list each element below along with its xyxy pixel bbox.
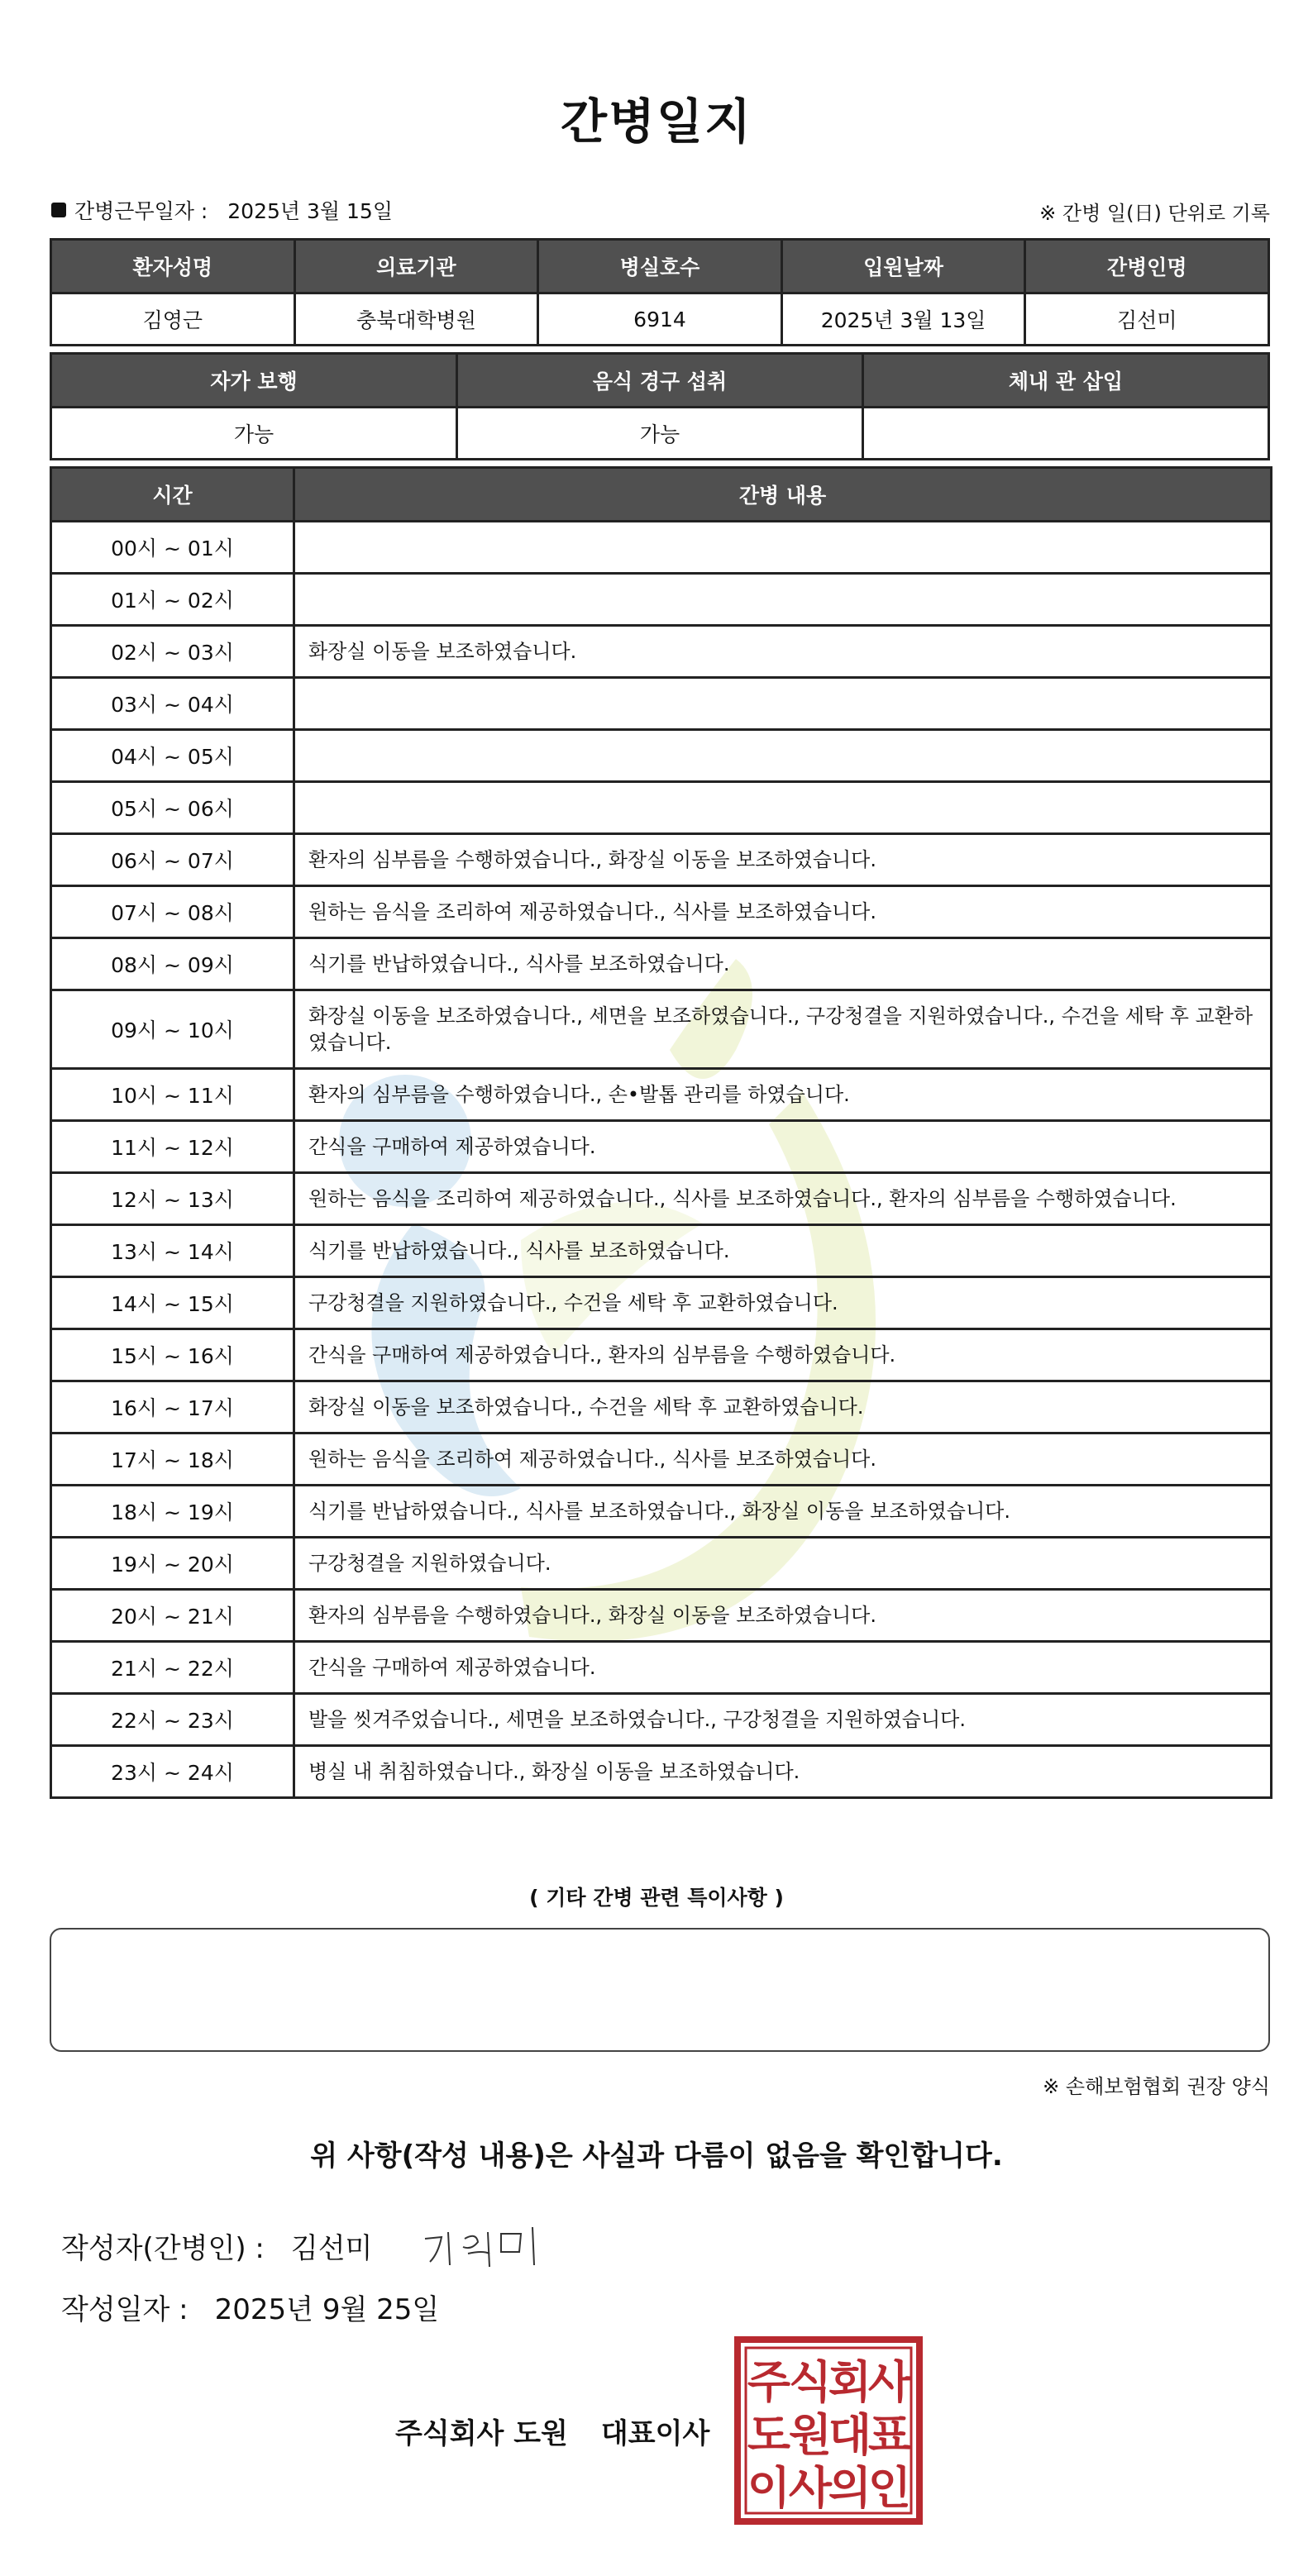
header-time: 시간 bbox=[51, 468, 294, 522]
header-patient-name: 환자성명 bbox=[51, 240, 295, 293]
log-row bbox=[51, 730, 1272, 782]
written-date-row bbox=[61, 2287, 439, 2327]
log-time: 10시 ~ 11시 bbox=[51, 1069, 294, 1121]
log-time: 13시 ~ 14시 bbox=[51, 1225, 294, 1277]
log-row bbox=[51, 1590, 1272, 1642]
header-care-content: 간병 내용 bbox=[294, 468, 1272, 522]
log-row bbox=[51, 886, 1272, 938]
patient-name: 김영근 bbox=[51, 293, 295, 346]
svg-text:표: 표 bbox=[867, 2409, 912, 2461]
log-content: 구강청결을 지원하였습니다., 수건을 세탁 후 교환하였습니다. bbox=[294, 1277, 1272, 1329]
log-time: 04시 ~ 05시 bbox=[51, 730, 294, 782]
tube-insertion-value bbox=[863, 408, 1269, 460]
log-content: 식기를 반납하였습니다., 식사를 보조하였습니다. bbox=[294, 938, 1272, 990]
work-date-value: 2025년 3월 15일 bbox=[227, 199, 393, 223]
log-time: 23시 ~ 24시 bbox=[51, 1746, 294, 1798]
log-row bbox=[51, 990, 1272, 1069]
log-row bbox=[51, 1642, 1272, 1694]
status-header-row bbox=[51, 354, 1269, 408]
confirm-statement: 위 사항(작성 내용)은 사실과 다름이 없음을 확인합니다. bbox=[310, 2140, 1003, 2173]
self-walking-value: 가능 bbox=[51, 408, 457, 460]
svg-text:사: 사 bbox=[867, 2356, 912, 2408]
log-time: 02시 ~ 03시 bbox=[51, 626, 294, 678]
log-time: 09시 ~ 10시 bbox=[51, 990, 294, 1069]
svg-text:주: 주 bbox=[747, 2356, 791, 2408]
bullet-square-icon bbox=[51, 203, 66, 217]
header-caregiver-name: 간병인명 bbox=[1025, 240, 1269, 293]
log-content: 화장실 이동을 보조하였습니다., 수건을 세탁 후 교환하였습니다. bbox=[294, 1381, 1272, 1433]
log-time: 07시 ~ 08시 bbox=[51, 886, 294, 938]
log-row bbox=[51, 1486, 1272, 1538]
log-time: 01시 ~ 02시 bbox=[51, 574, 294, 626]
log-time: 22시 ~ 23시 bbox=[51, 1694, 294, 1746]
log-time: 16시 ~ 17시 bbox=[51, 1381, 294, 1433]
log-content: 발을 씻겨주었습니다., 세면을 보조하였습니다., 구강청결을 지원하였습니다. bbox=[294, 1694, 1272, 1746]
log-row bbox=[51, 574, 1272, 626]
log-time: 19시 ~ 20시 bbox=[51, 1538, 294, 1590]
room-number: 6914 bbox=[538, 293, 782, 346]
log-content: 간식을 구매하여 제공하였습니다. bbox=[294, 1121, 1272, 1173]
hospital: 충북대학병원 bbox=[294, 293, 538, 346]
log-content: 식기를 반납하였습니다., 식사를 보조하였습니다. bbox=[294, 1225, 1272, 1277]
company-role: 대표이사 bbox=[600, 2417, 710, 2450]
company-seal-stamp bbox=[734, 2336, 923, 2525]
log-content: 병실 내 취침하였습니다., 화장실 이동을 보조하였습니다. bbox=[294, 1746, 1272, 1798]
svg-text:회: 회 bbox=[828, 2356, 872, 2408]
log-content bbox=[294, 782, 1272, 834]
oral-intake-value: 가능 bbox=[457, 408, 863, 460]
log-row bbox=[51, 1173, 1272, 1225]
log-content: 간식을 구매하여 제공하였습니다., 환자의 심부름을 수행하였습니다. bbox=[294, 1329, 1272, 1381]
header-hospital: 의료기관 bbox=[294, 240, 538, 293]
care-log-table bbox=[50, 466, 1272, 1799]
header-self-walking: 자가 보행 bbox=[51, 354, 457, 408]
log-time: 15시 ~ 16시 bbox=[51, 1329, 294, 1381]
company-line bbox=[395, 2411, 709, 2451]
patient-info-table bbox=[50, 238, 1270, 346]
log-row bbox=[51, 938, 1272, 990]
log-row bbox=[51, 1381, 1272, 1433]
header-tube-insertion: 체내 관 삽입 bbox=[863, 354, 1269, 408]
log-content: 환자의 심부름을 수행하였습니다., 화장실 이동을 보조하였습니다. bbox=[294, 1590, 1272, 1642]
log-content: 환자의 심부름을 수행하였습니다., 손•발톱 관리를 하였습니다. bbox=[294, 1069, 1272, 1121]
log-row bbox=[51, 1277, 1272, 1329]
log-row bbox=[51, 1746, 1272, 1798]
patient-status-table bbox=[50, 352, 1270, 460]
log-content: 화장실 이동을 보조하였습니다., 세면을 보조하였습니다., 구강청결을 지원하였습니다., 수건을 세탁 후 교환하였습니다. bbox=[294, 990, 1272, 1069]
svg-text:의: 의 bbox=[828, 2462, 872, 2514]
writer-label: 작성자(간병인) : bbox=[61, 2232, 265, 2265]
work-date-label: 간병근무일자 : bbox=[74, 199, 208, 223]
svg-text:도: 도 bbox=[747, 2409, 791, 2461]
status-value-row bbox=[51, 408, 1269, 460]
log-time: 20시 ~ 21시 bbox=[51, 1590, 294, 1642]
log-row bbox=[51, 1538, 1272, 1590]
log-row bbox=[51, 1694, 1272, 1746]
log-row bbox=[51, 626, 1272, 678]
log-time: 21시 ~ 22시 bbox=[51, 1642, 294, 1694]
work-date-row bbox=[51, 195, 393, 225]
log-time: 05시 ~ 06시 bbox=[51, 782, 294, 834]
svg-text:사: 사 bbox=[788, 2462, 833, 2514]
log-content: 원하는 음식을 조리하여 제공하였습니다., 식사를 보조하였습니다., 환자의 심부름을 수행하였습니다. bbox=[294, 1173, 1272, 1225]
log-row bbox=[51, 678, 1272, 730]
written-date-value: 2025년 9월 25일 bbox=[214, 2293, 440, 2326]
log-time: 00시 ~ 01시 bbox=[51, 522, 294, 574]
log-content: 간식을 구매하여 제공하였습니다. bbox=[294, 1642, 1272, 1694]
log-content bbox=[294, 730, 1272, 782]
patient-value-row bbox=[51, 293, 1269, 346]
log-row bbox=[51, 1069, 1272, 1121]
log-header-row bbox=[51, 468, 1272, 522]
log-row bbox=[51, 1329, 1272, 1381]
log-time: 14시 ~ 15시 bbox=[51, 1277, 294, 1329]
written-date-label: 작성일자 : bbox=[61, 2293, 189, 2326]
log-content bbox=[294, 522, 1272, 574]
svg-text:식: 식 bbox=[788, 2356, 833, 2408]
caregiver-name: 김선미 bbox=[1025, 293, 1269, 346]
company-name: 주식회사 도원 bbox=[395, 2417, 568, 2450]
log-content: 원하는 음식을 조리하여 제공하였습니다., 식사를 보조하였습니다. bbox=[294, 1433, 1272, 1486]
log-time: 03시 ~ 04시 bbox=[51, 678, 294, 730]
log-row bbox=[51, 522, 1272, 574]
recommend-note: ※ 손해보험협회 권장 양식 bbox=[1043, 2075, 1270, 2098]
header-oral-intake: 음식 경구 섭취 bbox=[457, 354, 863, 408]
log-content: 식기를 반납하였습니다., 식사를 보조하였습니다., 화장실 이동을 보조하였습니다. bbox=[294, 1486, 1272, 1538]
log-time: 06시 ~ 07시 bbox=[51, 834, 294, 886]
patient-header-row bbox=[51, 240, 1269, 293]
special-notes-box bbox=[50, 1928, 1270, 2052]
log-row bbox=[51, 1121, 1272, 1173]
log-time: 17시 ~ 18시 bbox=[51, 1433, 294, 1486]
header-admission-date: 입원날짜 bbox=[781, 240, 1025, 293]
log-row bbox=[51, 1433, 1272, 1486]
log-row bbox=[51, 782, 1272, 834]
log-content: 화장실 이동을 보조하였습니다. bbox=[294, 626, 1272, 678]
svg-text:원: 원 bbox=[788, 2409, 833, 2461]
log-time: 08시 ~ 09시 bbox=[51, 938, 294, 990]
header-room-number: 병실호수 bbox=[538, 240, 782, 293]
special-notes-title: ( 기타 간병 관련 특이사항 ) bbox=[529, 1886, 784, 1910]
svg-text:인: 인 bbox=[867, 2462, 912, 2514]
log-row bbox=[51, 834, 1272, 886]
log-content: 원하는 음식을 조리하여 제공하였습니다., 식사를 보조하였습니다. bbox=[294, 886, 1272, 938]
writer-name: 김선미 bbox=[290, 2232, 373, 2265]
page-title: 간병일지 bbox=[560, 93, 753, 150]
log-content bbox=[294, 574, 1272, 626]
svg-text:대: 대 bbox=[828, 2409, 872, 2461]
svg-text:이: 이 bbox=[747, 2462, 791, 2514]
unit-note: ※ 간병 일(日) 단위로 기록 bbox=[1039, 202, 1270, 225]
log-content: 환자의 심부름을 수행하였습니다., 화장실 이동을 보조하였습니다. bbox=[294, 834, 1272, 886]
log-content bbox=[294, 678, 1272, 730]
writer-row bbox=[61, 2225, 372, 2266]
log-time: 18시 ~ 19시 bbox=[51, 1486, 294, 1538]
log-row bbox=[51, 1225, 1272, 1277]
log-content: 구강청결을 지원하였습니다. bbox=[294, 1538, 1272, 1590]
handwritten-signature bbox=[418, 2214, 551, 2280]
admission-date: 2025년 3월 13일 bbox=[781, 293, 1025, 346]
log-time: 12시 ~ 13시 bbox=[51, 1173, 294, 1225]
log-time: 11시 ~ 12시 bbox=[51, 1121, 294, 1173]
